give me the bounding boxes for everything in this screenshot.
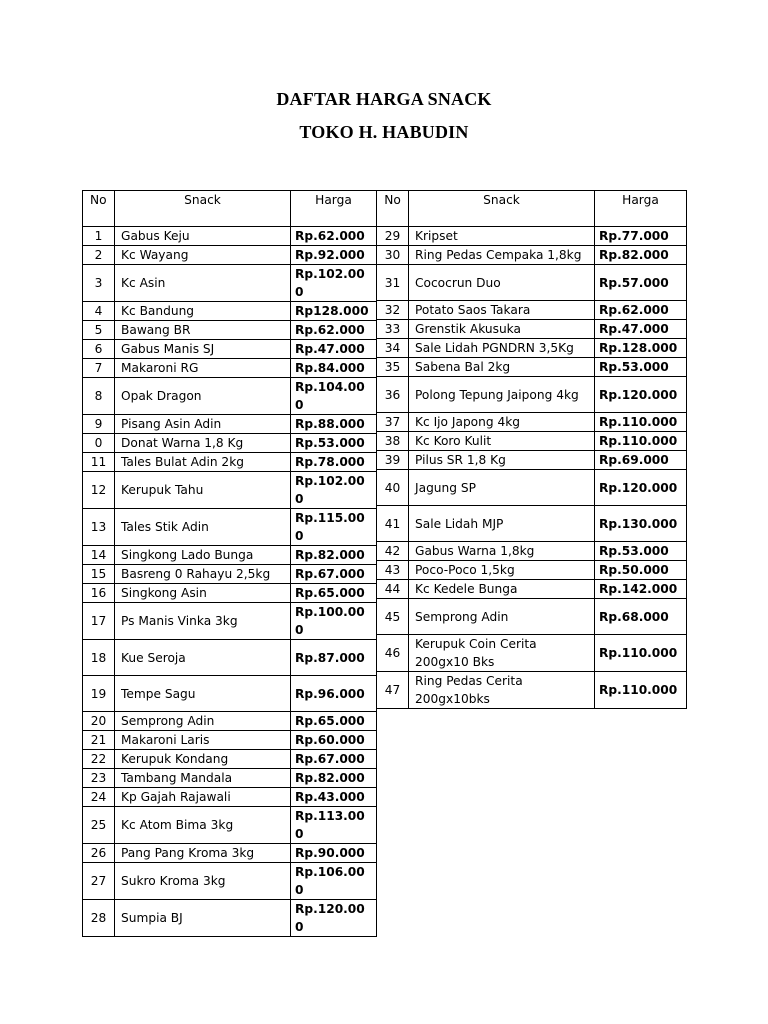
table-row <box>83 769 377 788</box>
table-row <box>83 509 377 546</box>
table-row <box>377 339 687 358</box>
row-number: 14 <box>83 546 115 565</box>
snack-name: Semprong Adin <box>115 712 291 731</box>
row-number: 45 <box>377 599 409 635</box>
header-no: No <box>83 191 115 227</box>
row-number: 38 <box>377 432 409 451</box>
snack-price: Rp.77.000 <box>595 227 687 246</box>
snack-price: Rp.82.000 <box>291 546 377 565</box>
row-number: 42 <box>377 542 409 561</box>
snack-name: Makaroni RG <box>115 359 291 378</box>
snack-name: Opak Dragon <box>115 378 291 415</box>
snack-name: Kc Bandung <box>115 302 291 321</box>
row-number: 5 <box>83 321 115 340</box>
snack-name: Kerupuk Kondang <box>115 750 291 769</box>
row-number: 28 <box>83 900 115 937</box>
table-row <box>83 453 377 472</box>
snack-price: Rp.120.000 <box>595 377 687 413</box>
snack-price: Rp.120.000 <box>291 900 377 937</box>
snack-name: Tales Bulat Adin 2kg <box>115 453 291 472</box>
snack-name: Sukro Kroma 3kg <box>115 863 291 900</box>
row-number: 8 <box>83 378 115 415</box>
snack-price: Rp.50.000 <box>595 561 687 580</box>
snack-price: Rp.47.000 <box>595 320 687 339</box>
snack-name: Gabus Warna 1,8kg <box>409 542 595 561</box>
table-row <box>83 750 377 769</box>
snack-price: Rp.87.000 <box>291 640 377 676</box>
table-row <box>377 432 687 451</box>
row-number: 0 <box>83 434 115 453</box>
table-row <box>377 672 687 709</box>
snack-price: Rp.110.000 <box>595 635 687 672</box>
snack-price: Rp.82.000 <box>291 769 377 788</box>
table-row <box>83 807 377 844</box>
table-row <box>377 506 687 542</box>
snack-price: Rp.67.000 <box>291 750 377 769</box>
snack-name: Kc Kedele Bunga <box>409 580 595 599</box>
snack-price: Rp.102.000 <box>291 265 377 302</box>
snack-price: Rp.100.000 <box>291 603 377 640</box>
row-number: 25 <box>83 807 115 844</box>
snack-price: Rp.60.000 <box>291 731 377 750</box>
row-number: 18 <box>83 640 115 676</box>
table-row <box>377 561 687 580</box>
row-number: 7 <box>83 359 115 378</box>
table-row <box>83 378 377 415</box>
snack-name: Sale Lidah PGNDRN 3,5Kg <box>409 339 595 358</box>
snack-name: Pilus SR 1,8 Kg <box>409 451 595 470</box>
snack-price: Rp.47.000 <box>291 340 377 359</box>
snack-price: Rp.53.000 <box>291 434 377 453</box>
table-row <box>83 472 377 509</box>
row-number: 27 <box>83 863 115 900</box>
header-harga: Harga <box>291 191 377 227</box>
table-row <box>83 788 377 807</box>
snack-name: Grenstik Akusuka <box>409 320 595 339</box>
row-number: 2 <box>83 246 115 265</box>
table-row <box>377 599 687 635</box>
table-row <box>377 265 687 301</box>
snack-price: Rp.128.000 <box>595 339 687 358</box>
snack-name: Sale Lidah MJP <box>409 506 595 542</box>
snack-name: Semprong Adin <box>409 599 595 635</box>
snack-price: Rp.96.000 <box>291 676 377 712</box>
snack-price: Rp.57.000 <box>595 265 687 301</box>
snack-price: Rp.113.000 <box>291 807 377 844</box>
table-row <box>377 635 687 672</box>
table-row <box>377 320 687 339</box>
snack-price: Rp.142.000 <box>595 580 687 599</box>
row-number: 24 <box>83 788 115 807</box>
table-row <box>83 227 377 246</box>
snack-price: Rp.115.000 <box>291 509 377 546</box>
table-header-row <box>377 191 687 227</box>
row-number: 33 <box>377 320 409 339</box>
snack-name: Sumpia BJ <box>115 900 291 937</box>
snack-name: Singkong Asin <box>115 584 291 603</box>
row-number: 4 <box>83 302 115 321</box>
snack-name: Ring Pedas Cempaka 1,8kg <box>409 246 595 265</box>
snack-price: Rp.68.000 <box>595 599 687 635</box>
snack-name: Kc Atom Bima 3kg <box>115 807 291 844</box>
snack-name: Kc Koro Kulit <box>409 432 595 451</box>
table-row <box>83 434 377 453</box>
snack-price: Rp.84.000 <box>291 359 377 378</box>
row-number: 37 <box>377 413 409 432</box>
snack-price: Rp.88.000 <box>291 415 377 434</box>
table-row <box>377 542 687 561</box>
header-no: No <box>377 191 409 227</box>
row-number: 3 <box>83 265 115 302</box>
snack-name: Gabus Manis SJ <box>115 340 291 359</box>
table-row <box>377 227 687 246</box>
snack-name: Polong Tepung Jaipong 4kg <box>409 377 595 413</box>
snack-price: Rp.62.000 <box>595 301 687 320</box>
row-number: 20 <box>83 712 115 731</box>
table-row <box>377 246 687 265</box>
snack-name: Pang Pang Kroma 3kg <box>115 844 291 863</box>
table-row <box>83 321 377 340</box>
snack-name: Cococrun Duo <box>409 265 595 301</box>
snack-price: Rp.110.000 <box>595 413 687 432</box>
row-number: 40 <box>377 470 409 506</box>
row-number: 6 <box>83 340 115 359</box>
table-row <box>377 301 687 320</box>
snack-name: Jagung SP <box>409 470 595 506</box>
row-number: 12 <box>83 472 115 509</box>
snack-name: Bawang BR <box>115 321 291 340</box>
row-number: 32 <box>377 301 409 320</box>
table-row <box>377 413 687 432</box>
snack-price: Rp.53.000 <box>595 542 687 561</box>
snack-price: Rp.53.000 <box>595 358 687 377</box>
snack-name: Tambang Mandala <box>115 769 291 788</box>
row-number: 19 <box>83 676 115 712</box>
page-subtitle: TOKO H. HABUDIN <box>299 122 469 142</box>
snack-name: Kerupuk Tahu <box>115 472 291 509</box>
snack-price: Rp.69.000 <box>595 451 687 470</box>
row-number: 11 <box>83 453 115 472</box>
snack-name: Tales Stik Adin <box>115 509 291 546</box>
snack-name: Kue Seroja <box>115 640 291 676</box>
row-number: 17 <box>83 603 115 640</box>
row-number: 16 <box>83 584 115 603</box>
row-number: 23 <box>83 769 115 788</box>
snack-price: Rp.43.000 <box>291 788 377 807</box>
snack-price: Rp.102.000 <box>291 472 377 509</box>
table-row <box>83 584 377 603</box>
table-row <box>83 712 377 731</box>
snack-price: Rp.130.000 <box>595 506 687 542</box>
snack-price: Rp.65.000 <box>291 712 377 731</box>
row-number: 30 <box>377 246 409 265</box>
snack-name: Makaroni Laris <box>115 731 291 750</box>
table-row <box>377 358 687 377</box>
table-row <box>83 359 377 378</box>
snack-price: Rp.65.000 <box>291 584 377 603</box>
snack-name: Gabus Keju <box>115 227 291 246</box>
snack-price: Rp.78.000 <box>291 453 377 472</box>
snack-name: Singkong Lado Bunga <box>115 546 291 565</box>
snack-price: Rp.62.000 <box>291 321 377 340</box>
price-table-left <box>82 190 377 937</box>
table-row <box>83 415 377 434</box>
table-row <box>83 676 377 712</box>
snack-price: Rp.120.000 <box>595 470 687 506</box>
snack-price: Rp.92.000 <box>291 246 377 265</box>
row-number: 21 <box>83 731 115 750</box>
snack-name: Tempe Sagu <box>115 676 291 712</box>
table-row <box>83 340 377 359</box>
snack-price: Rp.62.000 <box>291 227 377 246</box>
table-row <box>83 731 377 750</box>
snack-price: Rp.82.000 <box>595 246 687 265</box>
header-snack: Snack <box>115 191 291 227</box>
table-row <box>377 470 687 506</box>
table-row <box>83 640 377 676</box>
table-row <box>83 900 377 937</box>
snack-name: Ps Manis Vinka 3kg <box>115 603 291 640</box>
snack-price: Rp.90.000 <box>291 844 377 863</box>
table-row <box>83 565 377 584</box>
row-number: 9 <box>83 415 115 434</box>
table-row <box>83 265 377 302</box>
snack-name: Ring Pedas Cerita 200gx10bks <box>409 672 595 709</box>
snack-price: Rp.106.000 <box>291 863 377 900</box>
row-number: 39 <box>377 451 409 470</box>
snack-name: Donat Warna 1,8 Kg <box>115 434 291 453</box>
price-table-right <box>376 190 687 709</box>
table-row <box>83 863 377 900</box>
row-number: 15 <box>83 565 115 584</box>
header-harga: Harga <box>595 191 687 227</box>
table-row <box>83 546 377 565</box>
snack-price: Rp128.000 <box>291 302 377 321</box>
snack-price: Rp.104.000 <box>291 378 377 415</box>
row-number: 22 <box>83 750 115 769</box>
table-row <box>377 580 687 599</box>
row-number: 29 <box>377 227 409 246</box>
snack-name: Kc Ijo Japong 4kg <box>409 413 595 432</box>
header-snack: Snack <box>409 191 595 227</box>
snack-name: Poco-Poco 1,5kg <box>409 561 595 580</box>
snack-name: Sabena Bal 2kg <box>409 358 595 377</box>
table-row <box>83 246 377 265</box>
row-number: 41 <box>377 506 409 542</box>
page-title: DAFTAR HARGA SNACK <box>276 89 492 109</box>
row-number: 13 <box>83 509 115 546</box>
row-number: 1 <box>83 227 115 246</box>
snack-price: Rp.67.000 <box>291 565 377 584</box>
snack-price: Rp.110.000 <box>595 672 687 709</box>
snack-name: Kripset <box>409 227 595 246</box>
snack-name: Kerupuk Coin Cerita 200gx10 Bks <box>409 635 595 672</box>
snack-name: Potato Saos Takara <box>409 301 595 320</box>
table-row <box>83 603 377 640</box>
row-number: 36 <box>377 377 409 413</box>
table-row <box>83 302 377 321</box>
snack-name: Kc Asin <box>115 265 291 302</box>
row-number: 26 <box>83 844 115 863</box>
row-number: 31 <box>377 265 409 301</box>
row-number: 43 <box>377 561 409 580</box>
snack-price: Rp.110.000 <box>595 432 687 451</box>
row-number: 35 <box>377 358 409 377</box>
row-number: 46 <box>377 635 409 672</box>
snack-name: Basreng 0 Rahayu 2,5kg <box>115 565 291 584</box>
snack-name: Kp Gajah Rajawali <box>115 788 291 807</box>
snack-name: Pisang Asin Adin <box>115 415 291 434</box>
table-row <box>377 451 687 470</box>
table-row <box>83 844 377 863</box>
table-row <box>377 377 687 413</box>
row-number: 47 <box>377 672 409 709</box>
row-number: 34 <box>377 339 409 358</box>
snack-name: Kc Wayang <box>115 246 291 265</box>
row-number: 44 <box>377 580 409 599</box>
table-header-row <box>83 191 377 227</box>
